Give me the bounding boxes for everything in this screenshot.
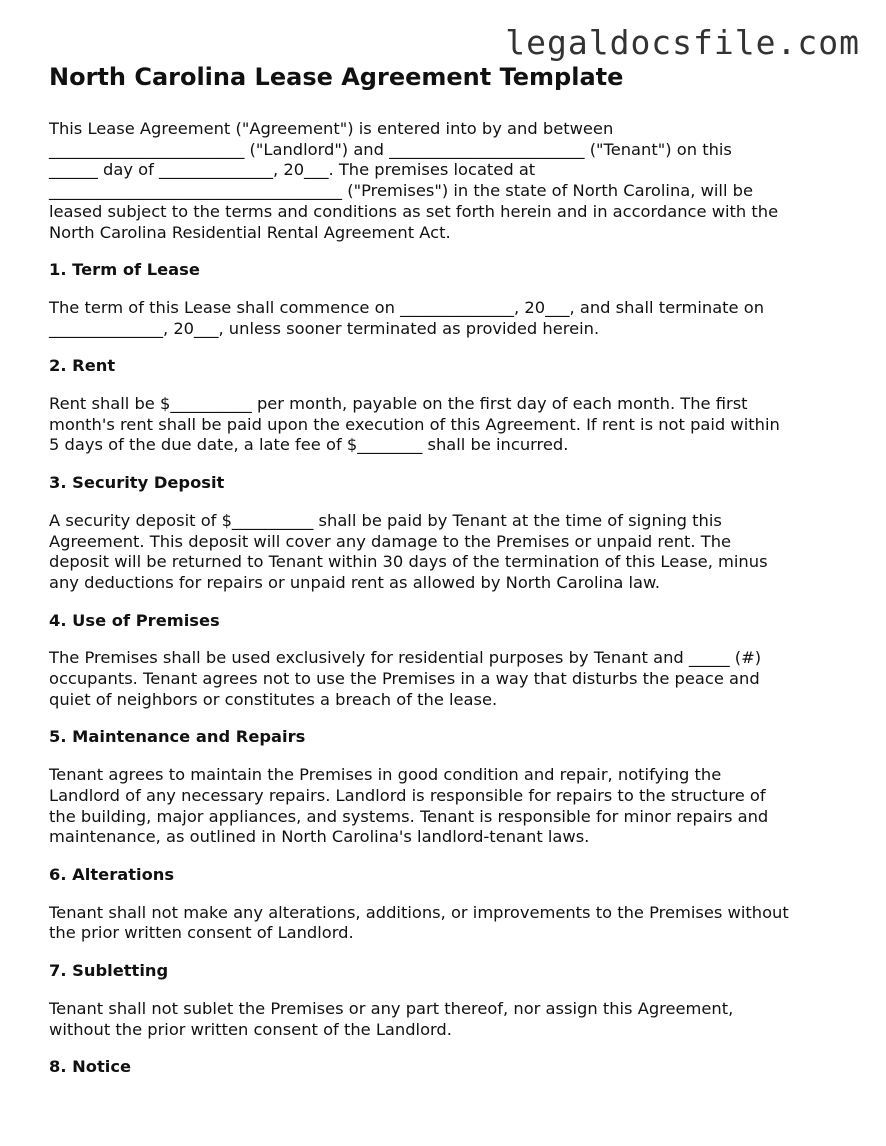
- body-line: deposit will be returned to Tenant within 30 days of the termination of this Lease, minus: [49, 552, 768, 572]
- section-body-subletting: [49, 999, 849, 1040]
- body-line: ______________, 20___, unless sooner terminated as provided herein.: [49, 318, 600, 338]
- body-line: the prior written consent of Landlord.: [49, 923, 354, 943]
- body-line: maintenance, as outlined in North Carolina's landlord-tenant laws.: [49, 827, 590, 847]
- section-body-use-of-premises: [49, 648, 849, 710]
- body-line: any deductions for repairs or unpaid rent as allowed by North Carolina law.: [49, 572, 661, 592]
- section-heading-use-of-premises: 4. Use of Premises: [49, 610, 220, 630]
- body-line: quiet of neighbors or constitutes a breach of the lease.: [49, 689, 498, 709]
- section-body-alterations: [49, 903, 849, 944]
- body-line: Tenant agrees to maintain the Premises in good condition and repair, notifying the: [49, 765, 722, 785]
- section-body-maintenance: [49, 765, 849, 848]
- body-line: Agreement. This deposit will cover any damage to the Premises or unpaid rent. The: [49, 531, 732, 551]
- body-line: Tenant shall not make any alterations, additions, or improvements to the Premises without: [49, 902, 789, 922]
- intro-line: North Carolina Residential Rental Agreement Act.: [49, 222, 451, 242]
- body-line: occupants. Tenant agrees not to use the Premises in a way that disturbs the peace and: [49, 669, 760, 689]
- section-heading-maintenance: 5. Maintenance and Repairs: [49, 727, 306, 747]
- body-line: Landlord of any necessary repairs. Landlord is responsible for repairs to the structure of: [49, 785, 766, 805]
- body-line: The Premises shall be used exclusively for residential purposes by Tenant and _____ (#): [49, 648, 762, 668]
- intro-line: ______ day of ______________, 20___. The premises located at: [49, 160, 536, 180]
- section-body-security-deposit: [49, 511, 849, 594]
- section-heading-subletting: 7. Subletting: [49, 961, 169, 981]
- intro-paragraph: [49, 119, 849, 243]
- intro-line: ________________________ ("Landlord") and ________________________ ("Tenant") on this: [49, 139, 732, 159]
- body-line: The term of this Lease shall commence on ______________, 20___, and shall terminate on: [49, 297, 765, 317]
- section-heading-security-deposit: 3. Security Deposit: [49, 473, 225, 493]
- section-heading-rent: 2. Rent: [49, 356, 116, 376]
- document-body: [49, 60, 849, 1095]
- body-line: 5 days of the due date, a late fee of $________ shall be incurred.: [49, 435, 569, 455]
- intro-line: leased subject to the terms and conditions as set forth herein and in accordance with the: [49, 201, 779, 221]
- body-line: Tenant shall not sublet the Premises or any part thereof, nor assign this Agreement,: [49, 998, 734, 1018]
- section-heading-notice: 8. Notice: [49, 1057, 132, 1077]
- intro-line: This Lease Agreement ("Agreement") is entered into by and between: [49, 119, 614, 138]
- body-line: month's rent shall be paid upon the execution of this Agreement. If rent is not paid within: [49, 414, 780, 434]
- section-heading-alterations: 6. Alterations: [49, 864, 175, 884]
- section-body-rent: [49, 394, 849, 456]
- section-heading-term: 1. Term of Lease: [49, 260, 200, 280]
- body-line: Rent shall be $__________ per month, payable on the first day of each month. The first: [49, 394, 748, 414]
- document-title: North Carolina Lease Agreement Template: [49, 63, 624, 91]
- body-line: the building, major appliances, and systems. Tenant is responsible for minor repairs and: [49, 806, 769, 826]
- body-line: without the prior written consent of the Landlord.: [49, 1019, 452, 1039]
- body-line: A security deposit of $__________ shall be paid by Tenant at the time of signing this: [49, 510, 722, 530]
- intro-line: ____________________________________ ("Premises") in the state of North Carolina, will be: [49, 181, 754, 201]
- section-body-term: [49, 298, 849, 339]
- watermark-logo: legaldocsfile.com: [505, 23, 860, 62]
